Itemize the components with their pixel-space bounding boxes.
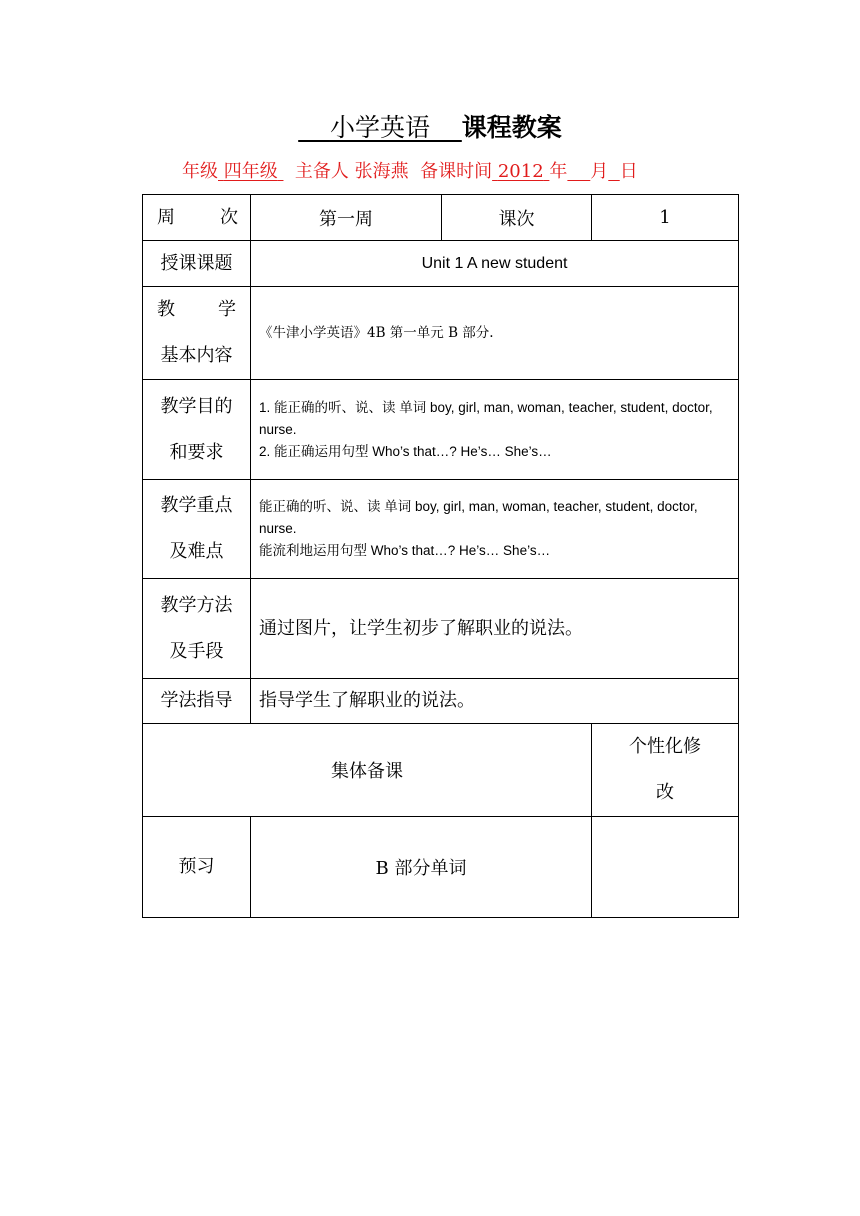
row-guide <box>143 679 739 724</box>
day-blank <box>608 161 619 182</box>
topic-value: Unit 1 A new student <box>251 241 739 287</box>
goals-label-cell: 教学目的 和要求 <box>143 380 251 480</box>
week-label-cell: 周 次 <box>143 195 251 241</box>
week-value: 第一周 <box>251 195 442 241</box>
prep-time-label: 备课时间 <box>420 161 493 182</box>
row-goals <box>143 380 739 480</box>
content-value: 《牛津小学英语》4B 第一单元 B 部分. <box>251 287 739 380</box>
method-value: 通过图片，让学生初步了解职业的说法。 <box>251 579 739 679</box>
preview-personal-cell <box>592 817 739 918</box>
keypoints-line-2: 能流利地运用句型 Who’s that…? He’s… She’s… <box>259 543 551 558</box>
row-topic <box>143 241 739 287</box>
goals-value <box>251 380 739 480</box>
keypoints-value <box>251 480 739 579</box>
preparer-name: 张海燕 <box>354 161 409 182</box>
year-unit: 年 <box>549 161 568 182</box>
keypoints-label-cell: 教学重点 及难点 <box>143 480 251 579</box>
collective-label: 集体备课 <box>143 724 592 817</box>
row-method <box>143 579 739 679</box>
goals-line-2: 2. 能正确运用句型 Who’s that…? He’s… She’s… <box>259 443 552 459</box>
content-label-cell: 教 学 基本内容 <box>143 287 251 380</box>
topic-label: 授课课题 <box>143 241 251 287</box>
row-keypoints <box>143 480 739 579</box>
guide-value: 指导学生了解职业的说法。 <box>251 679 739 724</box>
guide-label: 学法指导 <box>143 679 251 724</box>
row-week <box>143 195 739 241</box>
personal-label-cell: 个性化修 改 <box>592 724 739 817</box>
title-subject: 小学英语 <box>329 113 430 142</box>
lesson-value: 1 <box>592 195 739 241</box>
grade-label: 年级 <box>182 161 218 182</box>
keypoints-line-1: 能正确的听、说、读 单词 boy, girl, man, woman, teacher, student, doctor, nurse. <box>259 499 698 536</box>
month-blank <box>567 161 590 182</box>
row-collective <box>143 724 739 817</box>
month-unit: 月 <box>590 161 609 182</box>
method-label-cell: 教学方法 及手段 <box>143 579 251 679</box>
lesson-label: 课次 <box>442 195 592 241</box>
lesson-plan-table <box>142 194 739 918</box>
goals-line-1: 1. 能正确的听、说、读 单词 boy, girl, man, woman, teacher, student, doctor, nurse. <box>259 399 713 437</box>
title-doc-type: 课程教案 <box>461 113 562 142</box>
preparer-label: 主备人 <box>294 161 349 182</box>
meta-line <box>182 160 638 184</box>
document-title <box>0 112 860 144</box>
preview-value: B 部分单词 <box>251 817 592 918</box>
day-unit: 日 <box>619 161 638 182</box>
row-content <box>143 287 739 380</box>
row-preview <box>143 817 739 918</box>
preview-label: 预习 <box>143 817 251 918</box>
grade-value: 四年级 <box>223 161 278 182</box>
year-value: 2012 <box>497 161 544 182</box>
